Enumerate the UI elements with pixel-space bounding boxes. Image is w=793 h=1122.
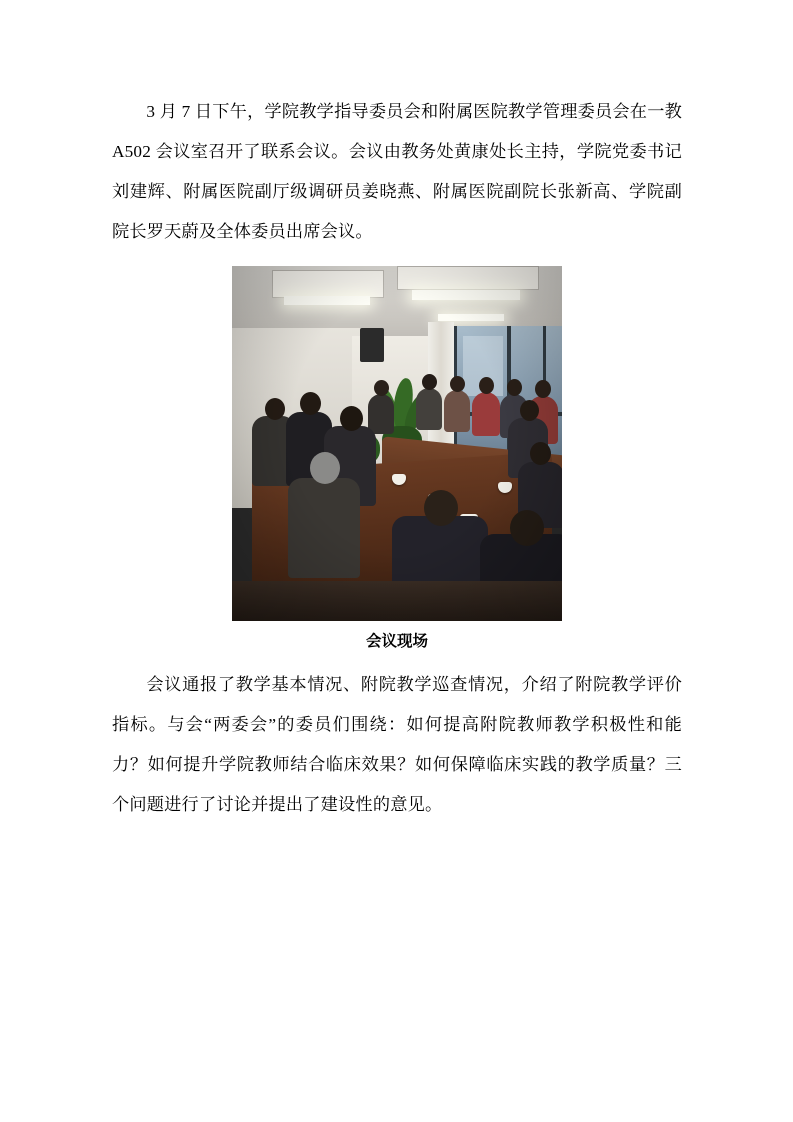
- photo-vignette: [232, 266, 562, 621]
- figure-block: [112, 266, 682, 659]
- paragraph-first: 3 月 7 日下午，学院教学指导委员会和附属医院教学管理委员会在一教 A502 会议室召开了联系会议。会议由教务处黄康处长主持，学院党委书记刘建辉、附属医院副厅级调研员姜晓燕、附属医院副院长张新高、学院副院长罗天蔚及全体委员出席会议。: [112, 102, 682, 241]
- meeting-photo: [232, 266, 562, 621]
- photo-scene: [232, 266, 562, 621]
- figure-caption: 会议现场: [365, 633, 428, 650]
- paragraph-second: 会议通报了教学基本情况、附院教学巡查情况，介绍了附院教学评价指标。与会“两委会”的委员们围绕：如何提高附院教师教学积极性和能力？如何提升学院教师结合临床效果？如何保障临床实践的教学质量？三个问题进行了讨论并提出了建设性的意见。: [112, 675, 682, 814]
- document-body: [112, 92, 682, 825]
